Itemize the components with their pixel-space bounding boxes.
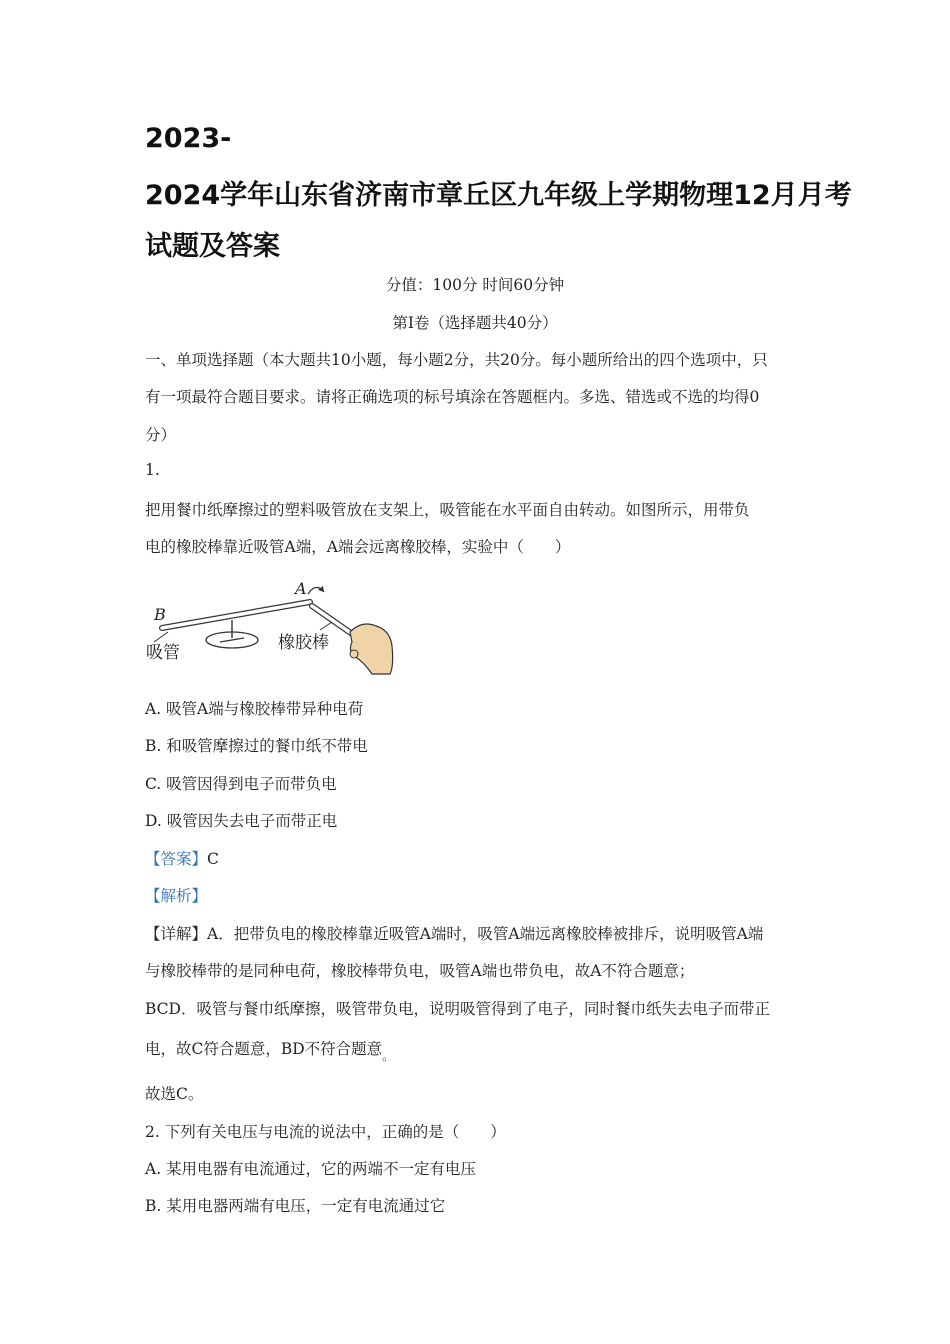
label-a: A	[295, 579, 307, 598]
question-number: 1.	[145, 461, 160, 479]
label-rod: 橡胶棒	[278, 633, 329, 653]
rod-leader-line	[320, 622, 332, 630]
doc-title-line-1: 2023-	[145, 123, 232, 154]
detail-line-4	[145, 1037, 395, 1063]
analysis-tag: 【解析】	[145, 887, 208, 905]
doc-title-line-2: 2024学年山东省济南市章丘区九年级上学期物理12月月考	[145, 180, 852, 211]
answer-tag: 【答案】	[145, 850, 208, 868]
straw-experiment-figure	[140, 570, 400, 680]
answer-value: C	[207, 850, 219, 868]
doc-title-line-3: 试题及答案	[145, 231, 280, 262]
conclusion: 故选C。	[145, 1085, 204, 1103]
q2-option-b: B. 某用电器两端有电压，一定有电流通过它	[145, 1197, 446, 1215]
q2-stem: 2. 下列有关电压与电流的说法中，正确的是（ ）	[145, 1123, 506, 1141]
label-straw: 吸管	[146, 643, 180, 663]
detail-line-1: 【详解】A．把带负电的橡胶棒靠近吸管A端时，吸管A端远离橡胶棒被排斥，说明吸管A端	[145, 925, 764, 943]
volume-heading: 第I卷（选择题共40分）	[392, 314, 558, 332]
straw-rod-illustration	[140, 570, 400, 680]
option-d: D. 吸管因失去电子而带正电	[145, 812, 338, 830]
question-stem-1: 把用餐巾纸摩擦过的塑料吸管放在支架上，吸管能在水平面自由转动。如图所示，用带负	[145, 501, 750, 519]
q2-option-a: A. 某用电器有电流通过，它的两端不一定有电压	[145, 1160, 477, 1178]
section-instructions-2: 有一项最符合题目要求。请将正确选项的标号填涂在答题框内。多选、错选或不选的均得0	[145, 388, 760, 406]
section-instructions-3: 分）	[145, 426, 177, 444]
option-a: A. 吸管A端与橡胶棒带异种电荷	[145, 700, 364, 718]
straw-leader-line	[154, 632, 168, 642]
option-b: B. 和吸管摩擦过的餐巾纸不带电	[145, 737, 368, 755]
detail-line-4-end: 。	[382, 1049, 395, 1063]
hand-icon	[350, 624, 393, 674]
detail-line-2: 与橡胶棒带的是同种电荷，橡胶棒带负电，吸管A端也带负电，故A不符合题意；	[145, 962, 695, 980]
detail-line-3: BCD．吸管与餐巾纸摩擦，吸管带负电，说明吸管得到了电子，同时餐巾纸失去电子而带正	[145, 1000, 770, 1018]
answer-line	[145, 847, 219, 869]
question-stem-2: 电的橡胶棒靠近吸管A端，A端会远离橡胶棒，实验中（ ）	[145, 538, 571, 556]
option-c: C. 吸管因得到电子而带负电	[145, 775, 337, 793]
straw	[162, 602, 310, 628]
score-time: 分值：100分 时间60分钟	[385, 276, 565, 294]
label-b: B	[154, 605, 166, 624]
section-instructions-1: 一、单项选择题（本大题共10小题，每小题2分，共20分。每小题所给出的四个选项中，只	[145, 351, 768, 369]
detail-line-4-text: 电，故C符合题意，BD不符合题意	[145, 1040, 383, 1058]
